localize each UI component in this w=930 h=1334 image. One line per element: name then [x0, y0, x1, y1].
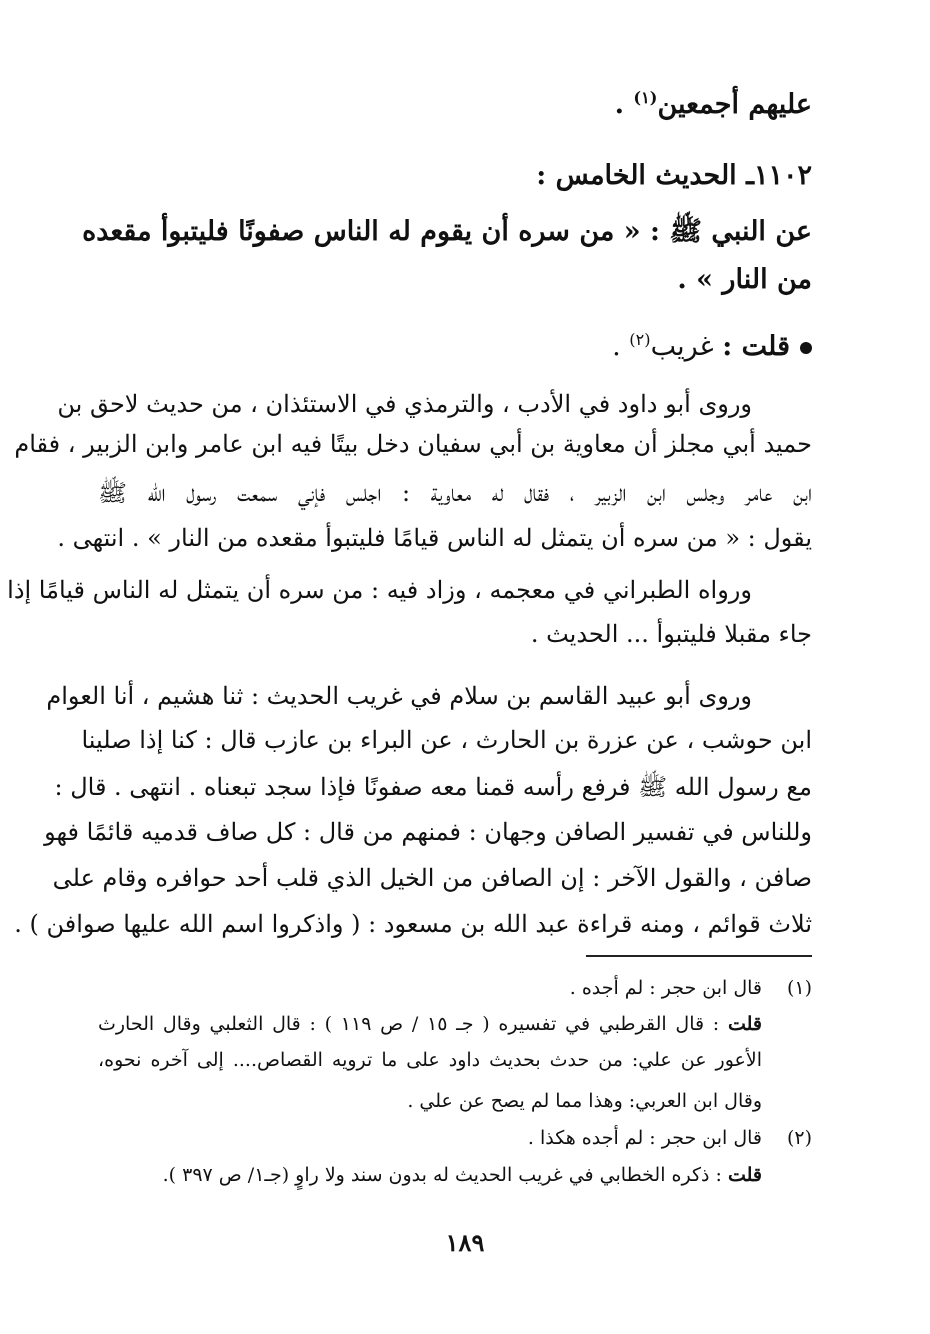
top-heading-end: .: [614, 89, 634, 120]
footnote-line: وقال ابن العربي: وهذا مما لم يصح عن علي .: [407, 1090, 762, 1112]
qult-end: .: [612, 331, 630, 362]
paragraph-line: ابن حوشب ، عن عزرة بن الحارث ، عن البراء بن عازب قال : كنا إذا صلينا: [81, 726, 812, 754]
paragraph-line: وروى أبو عبيد القاسم بن سلام في غريب الحديث : ثنا هشيم ، أنا العوام: [46, 682, 752, 710]
footnote-number: (٢): [786, 1127, 812, 1149]
footnote-ref-2: (٢): [629, 330, 651, 349]
paragraph-line: مع رسول الله ﷺ فرفع رأسه قمنا معه صفونًا فإذا سجد تبعناه . انتهى . قال :: [54, 773, 812, 801]
paragraph-line: ثلاث قوائم ، ومنه قراءة عبد الله بن مسعود : ( واذكروا اسم الله عليها صوافن ) .: [14, 910, 812, 938]
footnote-line: قال ابن حجر : لم أجده هكذا .: [527, 1127, 762, 1149]
paragraph-line: جاء مقبلا فليتبوأ ... الحديث .: [530, 620, 812, 648]
footnote-number: (١): [786, 977, 812, 999]
footnote-text: : ذكره الخطابي في غريب الحديث له بدون سند ولا راوٍ (جـ١/ ص ٣٩٧ ).: [162, 1164, 722, 1186]
paragraph-line: وللناس في تفسير الصافن وجهان : فمنهم من قال : كل صاف قدميه قائمًا فهو: [44, 818, 812, 846]
footnote-line: قال ابن حجر : لم أجده .: [569, 977, 762, 999]
hadith-text-line: عن النبي ﷺ : « من سره أن يقوم له الناس صفونًا فليتبوأ مقعده: [82, 216, 812, 247]
page-number: ١٨٩: [445, 1228, 485, 1257]
paragraph-line: صافن ، والقول الآخر : إن الصافن من الخيل الذي قلب أحد حوافره وقام على: [52, 864, 812, 892]
hadith-text-line: من النار » .: [677, 264, 812, 295]
footnote-line: الأعور عن علي: من حدث بحديث داود على ما ترويه القصاص.... إلى آخره نحوه،: [98, 1049, 762, 1071]
footnote-divider: [586, 955, 812, 957]
footnote-line: [98, 1013, 762, 1035]
footnote-ref-1: (١): [633, 88, 658, 107]
footnote-line: [98, 1164, 762, 1186]
paragraph-line: وروى أبو داود في الأدب ، والترمذي في الاستئذان ، من حديث لاحق بن: [57, 390, 752, 418]
qult-line: [98, 330, 812, 362]
paragraph-line: ابن عامر وجلس ابن الزبير ، فقال له معاوية : اجلس فإني سمعت رسول الله ﷺ: [98, 479, 812, 507]
footnote-qult-label: قلت: [727, 1013, 762, 1035]
footnote-text: : قال القرطبي في تفسيره ( جـ ١٥ / ص ١١٩ ) : قال الثعلبي وقال الحارث: [98, 1013, 720, 1035]
paragraph-line: ورواه الطبراني في معجمه ، وزاد فيه : من سره أن يتمثل له الناس قيامًا إذا: [7, 576, 752, 604]
footnote-qult-label: قلت: [727, 1164, 762, 1186]
bullet-icon: [800, 342, 812, 354]
top-heading-text: عليهم أجمعين: [657, 89, 812, 120]
hadith-title: ١١٠٢ـ الحديث الخامس :: [536, 160, 812, 191]
top-heading: [98, 88, 812, 120]
qult-text: غريب: [650, 331, 714, 362]
paragraph-line: حميد أبي مجلز أن معاوية بن أبي سفيان دخل بيتًا فيه ابن عامر وابن الزبير ، فقام: [14, 430, 812, 458]
qult-label: قلت :: [722, 331, 790, 362]
paragraph-line: يقول : « من سره أن يتمثل له الناس قيامًا فليتبوأ مقعده من النار » . انتهى .: [57, 524, 812, 552]
